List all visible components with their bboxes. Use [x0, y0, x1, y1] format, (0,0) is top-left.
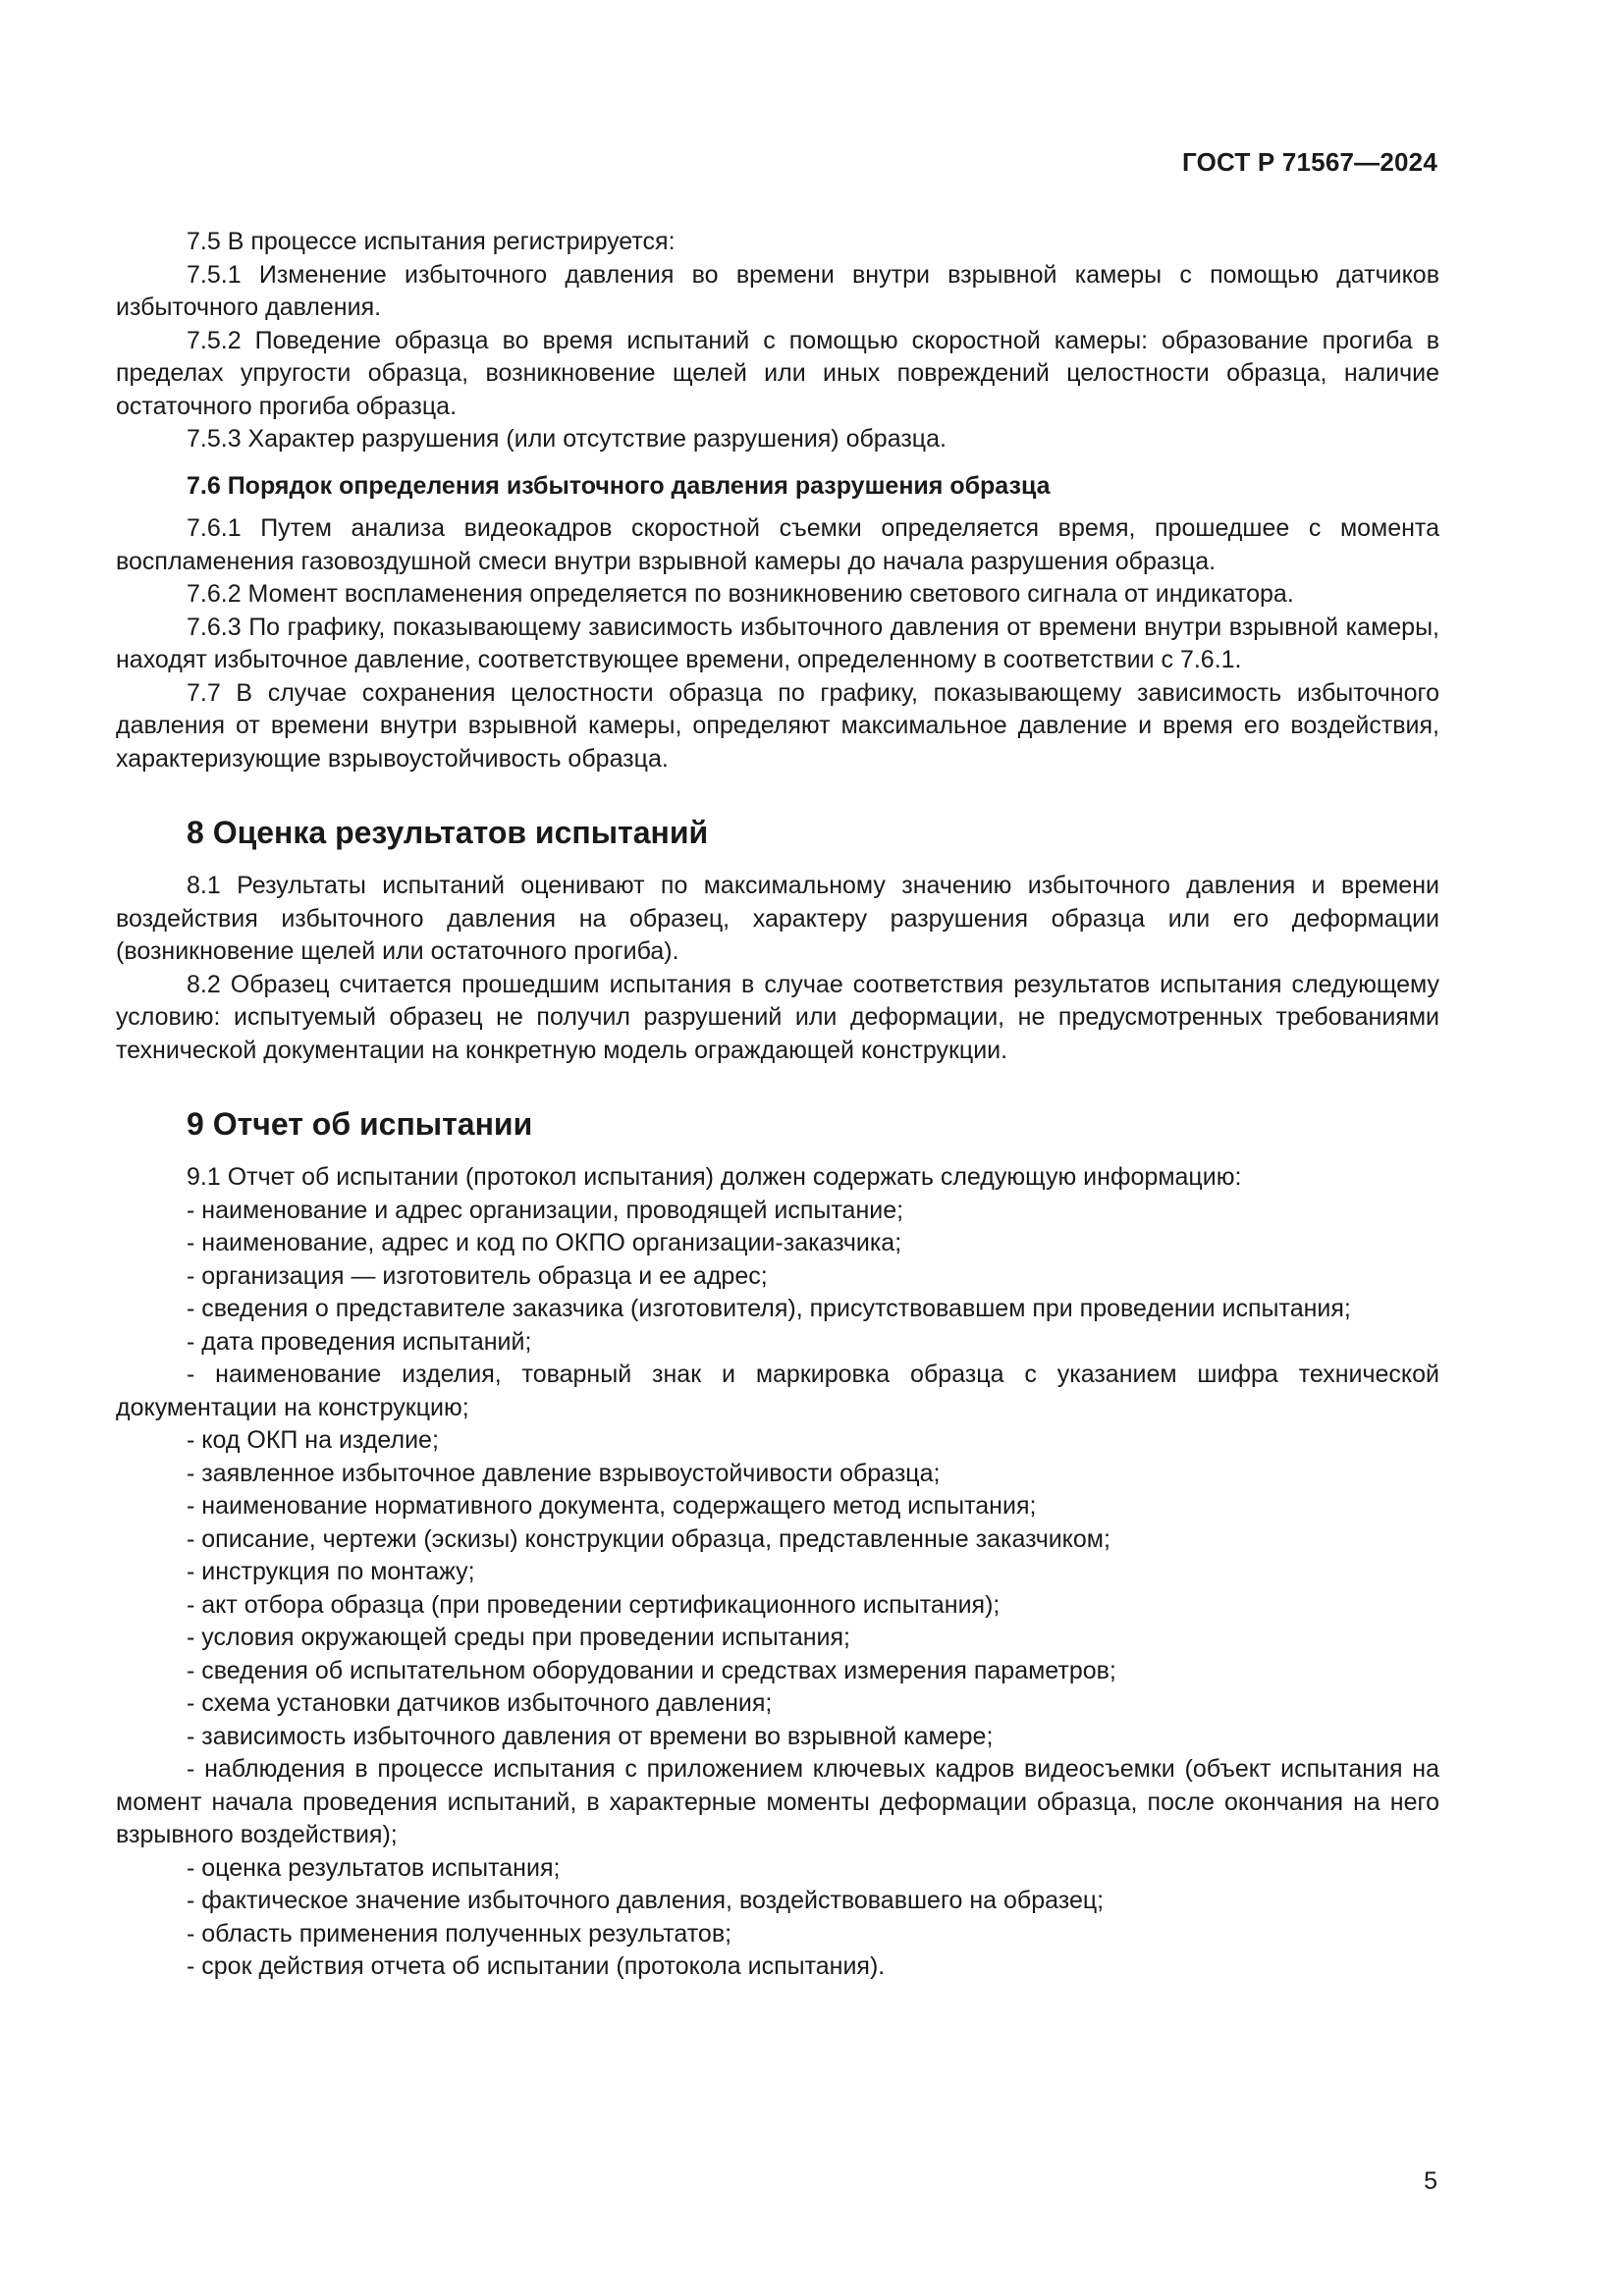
paragraph-7-7: 7.7 В случае сохранения целостности образца по графику, показывающему зависимость избыточного давления от времени внутри взрывной камеры, определяют максимальное давление и время его воздействия, характеризующие взрывоустойчивость образца.: [116, 678, 1439, 773]
paragraph-7-6-3: 7.6.3 По графику, показывающему зависимость избыточного давления от времени внутри взрывной камеры, находят избыточное давление, соответствующее времени, определенному в соответствии с 7.6.1.: [116, 613, 1439, 673]
list-item: - инструкция по монтажу;: [187, 1558, 475, 1585]
document-body: [116, 226, 1439, 1984]
list-item: - акт отбора образца (при проведении сертификационного испытания);: [187, 1590, 1001, 1619]
document-header: ГОСТ Р 71567—2024: [1182, 147, 1437, 177]
list-item: - наблюдения в процессе испытания с приложением ключевых кадров видеосъемки (объект испытания на момент начала проведения испытаний, в характерные моменты деформации образца, после окончания на него взрывного воздействия);: [116, 1755, 1439, 1848]
list-item: - зависимость избыточного давления от времени во взрывной камере;: [187, 1722, 994, 1750]
paragraph-8-1: 8.1 Результаты испытаний оценивают по максимальному значению избыточного давления и времени воздействия избыточного давления на образец, характеру разрушения образца или его деформации (возникновение щелей или остаточного прогиба).: [116, 872, 1439, 965]
list-item: - заявленное избыточное давление взрывоустойчивости образца;: [187, 1459, 941, 1487]
list-item: - фактическое значение избыточного давления, воздействовавшего на образец;: [187, 1887, 1105, 1914]
list-item: - условия окружающей среды при проведении испытания;: [187, 1624, 851, 1651]
list-item: - оценка результатов испытания;: [187, 1853, 561, 1882]
paragraph-7-6-2: 7.6.2 Момент воспламенения определяется по возникновению светового сигнала от индикатора.: [187, 580, 1294, 608]
list-item: - схема установки датчиков избыточного давления;: [187, 1689, 773, 1717]
list-item: - наименование и адрес организации, проводящей испытание;: [187, 1196, 904, 1224]
list-item: - срок действия отчета об испытании (протокола испытания).: [187, 1952, 886, 1980]
list-item: - наименование, адрес и код по ОКПО организации-заказчика;: [187, 1229, 902, 1256]
page-number: 5: [1424, 2167, 1437, 2195]
subheading-7-6: 7.6 Порядок определения избыточного давления разрушения образца: [187, 471, 1051, 500]
paragraph-7-6-1: 7.6.1 Путем анализа видеокадров скоростной съемки определяется время, прошедшее с момента воспламенения газовоздушной смеси внутри взрывной камеры до начала разрушения образца.: [116, 514, 1439, 575]
list-item: - сведения о представителе заказчика (изготовителя), присутствовавшем при проведении испытания;: [187, 1295, 1351, 1322]
list-item: - наименование нормативного документа, содержащего метод испытания;: [187, 1492, 1037, 1520]
paragraph-7-5-1: 7.5.1 Изменение избыточного давления во времени внутри взрывной камеры с помощью датчиков избыточного давления.: [116, 260, 1439, 321]
list-item: - организация — изготовитель образца и ее адрес;: [187, 1261, 768, 1290]
list-item: - сведения об испытательном оборудовании и средствах измерения параметров;: [187, 1656, 1116, 1684]
paragraph-9-1: 9.1 Отчет об испытании (протокол испытания) должен содержать следующую информацию:: [187, 1163, 1242, 1191]
paragraph-7-5-3: 7.5.3 Характер разрушения (или отсутствие разрушения) образца.: [187, 425, 947, 453]
list-item: - код ОКП на изделие;: [187, 1426, 439, 1454]
list-item: - область применения полученных результатов;: [187, 1919, 732, 1948]
list-item: - дата проведения испытаний;: [187, 1327, 532, 1356]
paragraph-7-5-2: 7.5.2 Поведение образца во время испытаний с помощью скоростной камеры: образование прогиба в пределах упругости образца, возникновение щелей или иных повреждений целостности образца, наличие остаточного прогиба образца.: [116, 326, 1439, 420]
list-item: - наименование изделия, товарный знак и маркировка образца с указанием шифра технической документации на конструкцию;: [116, 1361, 1439, 1421]
paragraph-7-5: 7.5 В процессе испытания регистрируется:: [187, 228, 676, 255]
section-heading-9: 9 Отчет об испытании: [187, 1106, 533, 1142]
paragraph-8-2: 8.2 Образец считается прошедшим испытания в случае соответствия результатов испытания следующему условию: испытуемый образец не получил разрушений или деформации, не предусмотренных требованиями технической документации на конкретную модель ограждающей конструкции.: [116, 970, 1439, 1064]
list-item: - описание, чертежи (эскизы) конструкции образца, представленные заказчиком;: [187, 1524, 1110, 1553]
section-heading-8: 8 Оценка результатов испытаний: [187, 815, 709, 850]
